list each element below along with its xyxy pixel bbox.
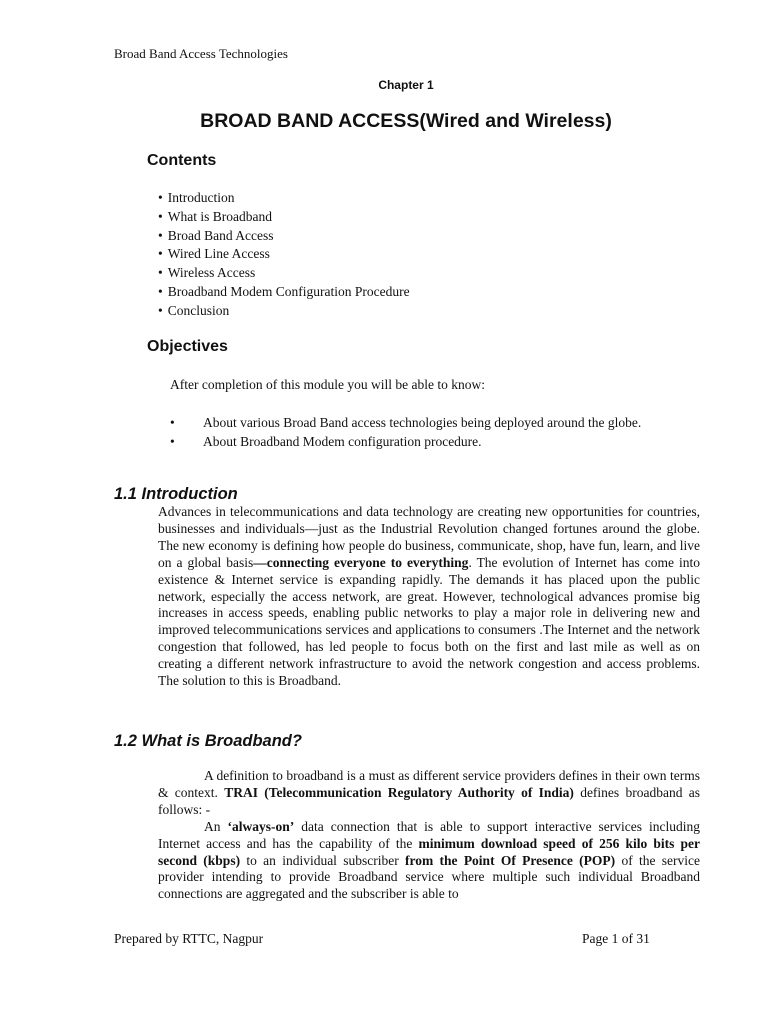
running-header: Broad Band Access Technologies [114, 46, 288, 61]
always-on-term: ‘always-on’ [227, 818, 295, 834]
pop-term: from the Point Of Presence (POP) [405, 852, 616, 868]
objectives-heading: Objectives [147, 338, 228, 355]
objective-item: • About various Broad Band access technologies being deployed around the globe. [170, 413, 641, 432]
contents-heading: Contents [147, 152, 217, 169]
section-1-2-heading: 1.2 What is Broadband? [114, 732, 302, 750]
definition-text-f: of the service provider intending to provide Broadband service where multiple such individual Broadband connections are aggregated and the subscriber is able to [158, 852, 700, 902]
contents-item: • Introduction [158, 189, 410, 208]
definition-text-d: data connection that is able to support interactive services including Internet access and has the capability of the [158, 818, 701, 851]
contents-item: • Broad Band Access [158, 227, 410, 246]
contents-list [158, 189, 410, 321]
intro-text-bold: —connecting everyone to everything [253, 554, 469, 570]
objectives-intro: After completion of this module you will be able to know: [170, 377, 485, 392]
min-speed-term: minimum download speed of 256 kilo bits per second (kbps) [158, 835, 700, 868]
definition-text-b: defines broadband as follows: - [158, 784, 700, 817]
definition-text-e: to an individual subscriber [240, 852, 405, 868]
definition-text-a: A definition to broadband is a must as different service providers defines in their own terms & context. [158, 768, 700, 800]
footer-page-number: Page 1 of 31 [582, 931, 650, 946]
objectives-list [170, 413, 641, 451]
objective-item: • About Broadband Modem configuration procedure. [170, 432, 641, 451]
document-title: BROAD BAND ACCESS(Wired and Wireless) [200, 110, 612, 132]
contents-item: • Wired Line Access [158, 245, 410, 264]
contents-item: • Broadband Modem Configuration Procedure [158, 283, 410, 302]
chapter-label: Chapter 1 [378, 78, 434, 92]
definition-text-c: An [204, 818, 228, 834]
section-1-1-heading: 1.1 Introduction [114, 485, 238, 503]
footer-prepared-by: Prepared by RTTC, Nagpur [114, 931, 264, 946]
intro-text-b: . The evolution of Internet has come into existence & Internet service is expanding rapidly. The demands it has placed upon the public network, especially the access network, are great. However, technological advances promise big increases in access speeds, enabling public networks to play a major role in delivering new and improved telecommunications services and applications to consumers .The Internet and the network congestion that followed, has led people to focus both on the first and last mile as well as on creating a different network infrastructure to avoid the network congestion and access problems. The solution to this is Broadband. [158, 554, 700, 689]
contents-item: • What is Broadband [158, 208, 410, 227]
contents-item: • Conclusion [158, 302, 410, 321]
contents-item: • Wireless Access [158, 264, 410, 283]
intro-text-a: Advances in telecommunications and data technology are creating new opportunities for countries, businesses and individuals—just as the Industrial Revolution changed fortunes around the globe. The new economy is defining how people do business, communicate, shop, have fun, learn, and live on a global basis [158, 504, 700, 570]
introduction-paragraph [158, 504, 700, 690]
broadband-definition-paragraph [158, 768, 700, 903]
trai-name: TRAI (Telecommunication Regulatory Authority of India) [224, 784, 574, 800]
